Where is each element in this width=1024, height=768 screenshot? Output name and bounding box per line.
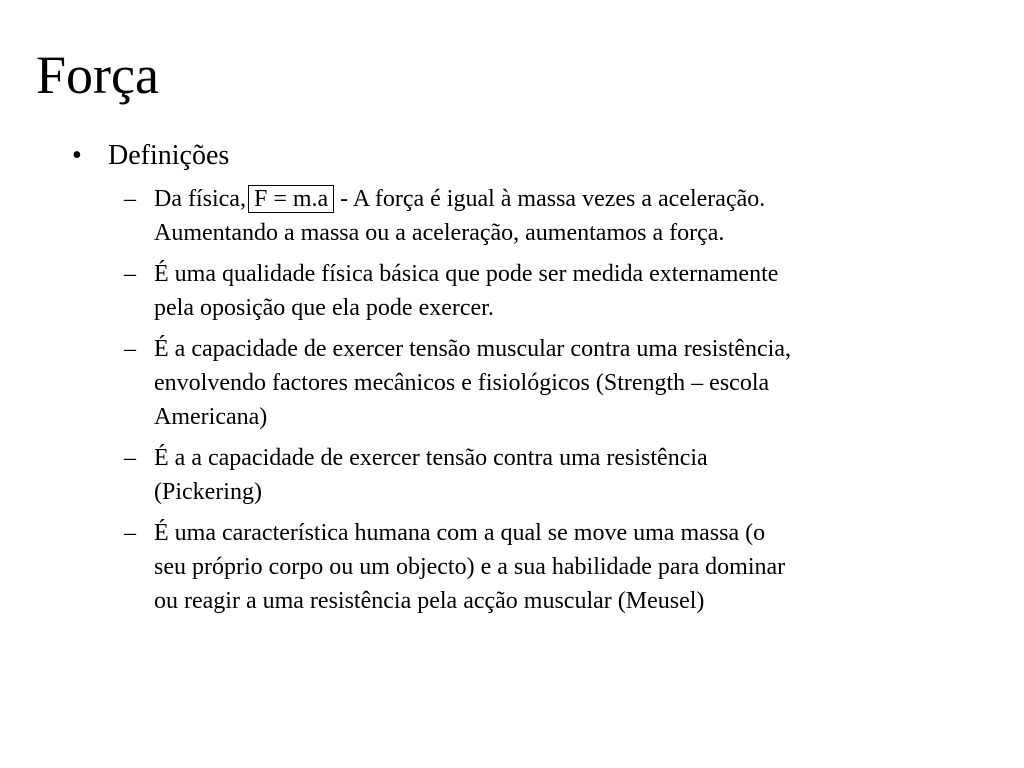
definition-text: - A força é igual à massa vezes a aceleração. [340,186,766,212]
dash-icon: – [124,186,136,212]
dash-icon: – [124,520,136,546]
definition-line: Americana) [154,404,268,430]
definition-item [124,516,924,618]
definition-line: É a capacidade de exercer tensão muscular contra uma resistência, [154,336,791,362]
definition-line: envolvendo factores mecânicos e fisiológicos (Strength – escola [154,370,770,396]
slide-title: Força [36,45,159,105]
definition-item [124,182,924,250]
definition-item [124,332,924,434]
dash-icon: – [124,445,136,471]
definition-line: É a a capacidade de exercer tensão contra uma resistência [154,445,708,471]
definition-line [154,182,924,216]
definition-line: É uma qualidade física básica que pode ser medida externamente [154,261,779,287]
dash-icon: – [124,336,136,362]
definition-line: Aumentando a massa ou a aceleração, aumentamos a força. [154,220,725,246]
definition-line: É uma característica humana com a qual se move uma massa (o [154,520,766,546]
definition-line: seu próprio corpo ou um objecto) e a sua habilidade para dominar [154,554,786,580]
definition-line: pela oposição que ela pode exercer. [154,295,494,321]
bullet-label: Definições [108,140,230,171]
definition-item [124,257,924,325]
formula-box: F = m.a [248,185,334,213]
definition-text: Da física, [154,186,246,212]
definitions-list [124,182,924,625]
definition-item [124,441,924,509]
definition-line: (Pickering) [154,479,262,505]
definition-line: ou reagir a uma resistência pela acção muscular (Meusel) [154,588,705,614]
bullet-icon: • [72,140,82,171]
dash-icon: – [124,261,136,287]
